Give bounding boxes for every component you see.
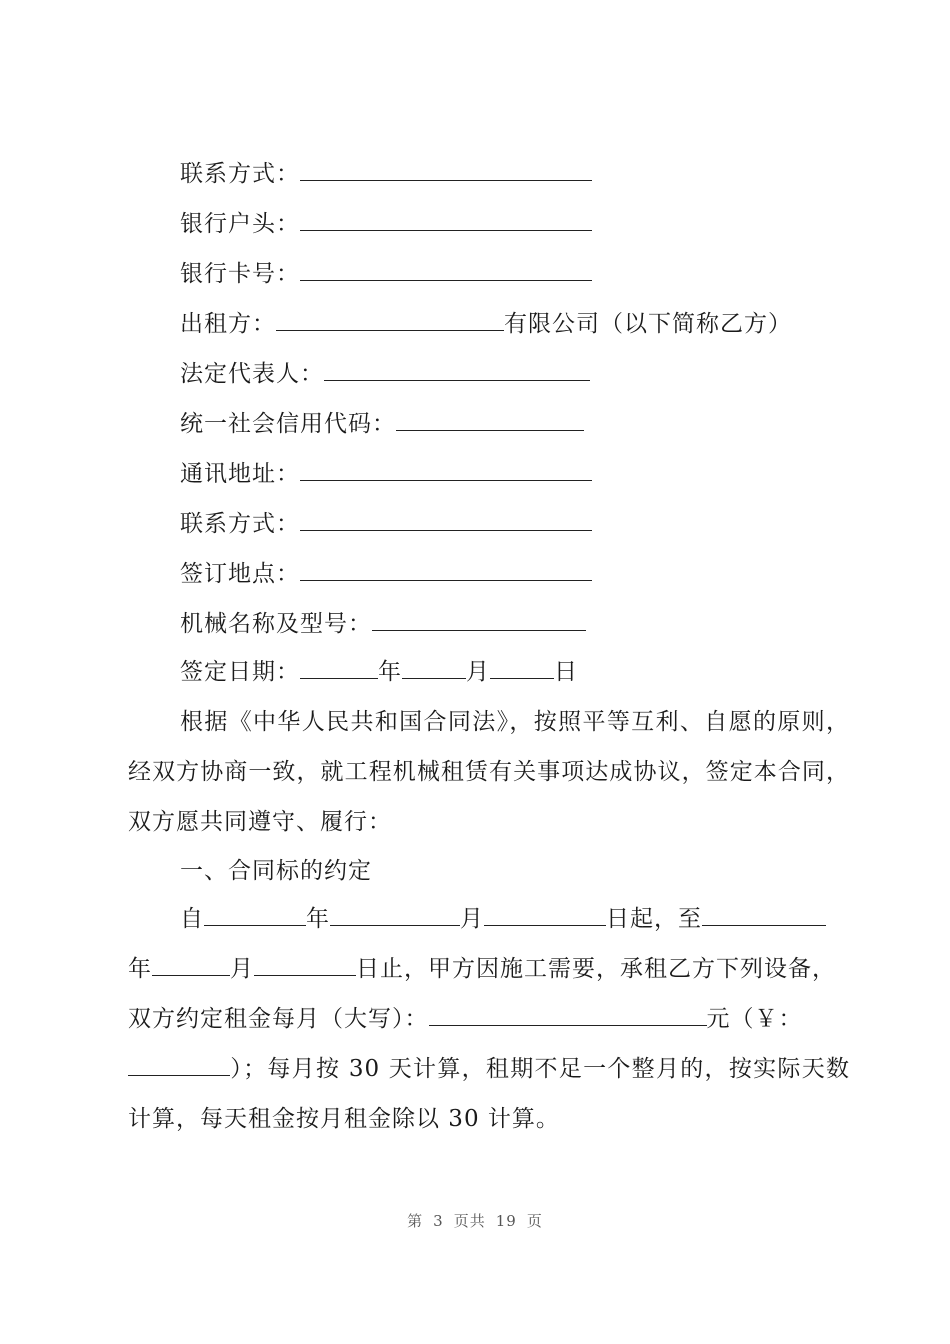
day-label: 日 (554, 659, 578, 685)
blank-underline (300, 158, 592, 181)
section-1-line-1 (128, 894, 850, 944)
text-rent-label: 双方约定租金每月（大写）： (128, 1006, 429, 1032)
bank-account-name-line (180, 208, 592, 239)
text-year: 年 (306, 906, 330, 932)
section-1-line-2 (128, 944, 850, 994)
blank-underline (300, 458, 592, 481)
page-footer (0, 1210, 950, 1231)
address-line (180, 458, 592, 489)
machine-name-line (180, 608, 586, 639)
blank-underline (429, 1003, 707, 1026)
section-1-title (180, 856, 372, 886)
blank-underline (254, 953, 356, 976)
section-1-line-4 (128, 1044, 850, 1144)
blank-underline (324, 358, 590, 381)
field-label: 法定代表人： (180, 361, 324, 387)
lessor-line (180, 308, 792, 339)
field-label: 银行卡号： (180, 261, 300, 287)
blank-underline (300, 656, 378, 679)
blank-underline (128, 1053, 230, 1076)
field-label: 统一社会信用代码： (180, 411, 396, 437)
legal-rep-line (180, 358, 590, 389)
field-label: 签订地点： (180, 561, 300, 587)
field-label: 银行户头： (180, 211, 300, 237)
text-year-2: 年 (128, 956, 152, 982)
bank-card-line (180, 258, 592, 289)
sign-date-line (180, 656, 578, 687)
blank-underline (300, 208, 592, 231)
page-number: 3 (433, 1212, 444, 1230)
text-yuan: 元（￥： (706, 1006, 803, 1032)
text-month: 月 (460, 906, 484, 932)
blank-underline (152, 953, 230, 976)
text-month-2: 月 (230, 956, 254, 982)
credit-code-line (180, 408, 584, 439)
text-day-from: 日起，至 (606, 906, 702, 932)
sign-place-line (180, 558, 592, 589)
section-1-line-3 (128, 994, 850, 1044)
page-total: 19 (495, 1212, 517, 1230)
contact-line-1 (180, 158, 592, 189)
footer-ye-gong: 页共 (453, 1212, 486, 1230)
text-day-to: 日止，甲方因施工需要，承租乙方下列设备， (356, 956, 836, 982)
blank-underline (484, 903, 606, 926)
blank-underline (300, 258, 592, 281)
contact-line-2 (180, 508, 592, 539)
intro-paragraph (128, 697, 850, 847)
text-from: 自 (180, 906, 204, 932)
section-title-text: 一、合同标的约定 (180, 858, 372, 884)
intro-text: 根据《中华人民共和国合同法》，按照平等互利、自愿的原则，经双方协商一致，就工程机械租赁有关事项达成协议，签定本合同，双方愿共同遵守、履行： (128, 709, 850, 835)
field-label: 签定日期： (180, 659, 300, 685)
footer-di: 第 (407, 1212, 424, 1230)
year-label: 年 (378, 659, 402, 685)
field-label: 通讯地址： (180, 461, 300, 487)
field-label: 机械名称及型号： (180, 611, 372, 637)
text-tail: ）；每月按 30 天计算，租期不足一个整月的，按实际天数计算，每天租金按月租金除以 30 计算。 (128, 1056, 850, 1132)
footer-ye: 页 (526, 1212, 543, 1230)
blank-underline (372, 608, 586, 631)
blank-underline (702, 903, 826, 926)
blank-underline (204, 903, 306, 926)
field-label: 联系方式： (180, 161, 300, 187)
blank-underline (276, 308, 504, 331)
blank-underline (490, 656, 554, 679)
month-label: 月 (466, 659, 490, 685)
section-1-paragraph (128, 894, 850, 1144)
blank-underline (402, 656, 466, 679)
blank-underline (396, 408, 584, 431)
blank-underline (300, 508, 592, 531)
blank-underline (300, 558, 592, 581)
lessor-suffix: 有限公司（以下简称乙方） (504, 311, 792, 337)
field-label: 联系方式： (180, 511, 300, 537)
blank-underline (330, 903, 460, 926)
field-label: 出租方： (180, 311, 276, 337)
